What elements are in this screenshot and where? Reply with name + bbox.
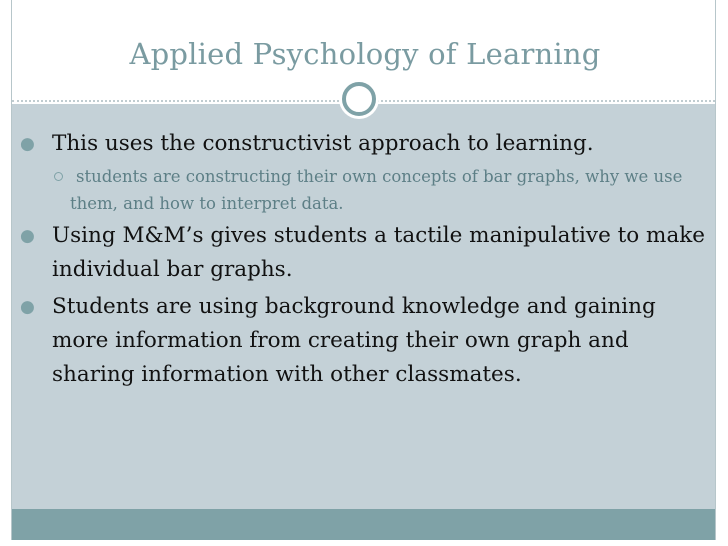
bullet-icon: ● [20,226,35,246]
bullet-list [20,127,710,392]
bullet-text: Students are using background knowledge and gaining more information from creating their own graph and sharing information with other classmates. [52,294,656,387]
bullet-item [20,127,710,161]
bullet-item [20,290,710,392]
slide-title: Applied Psychology of Learning [129,37,601,71]
bullet-text: This uses the constructivist approach to learning. [52,131,594,156]
sub-bullet-text: students are constructing their own concepts of bar graphs, why we use them, and how to interpret data. [70,167,683,213]
ring-ornament-icon [342,82,376,116]
sub-bullet-item [20,163,710,217]
bullet-item [20,219,710,287]
bottom-bar [12,509,715,540]
bullet-icon: ● [20,297,35,317]
bullet-text: Using M&M’s gives students a tactile manipulative to make individual bar graphs. [52,223,706,282]
circle-bullet-icon [54,172,63,181]
bullet-icon: ● [20,134,35,154]
